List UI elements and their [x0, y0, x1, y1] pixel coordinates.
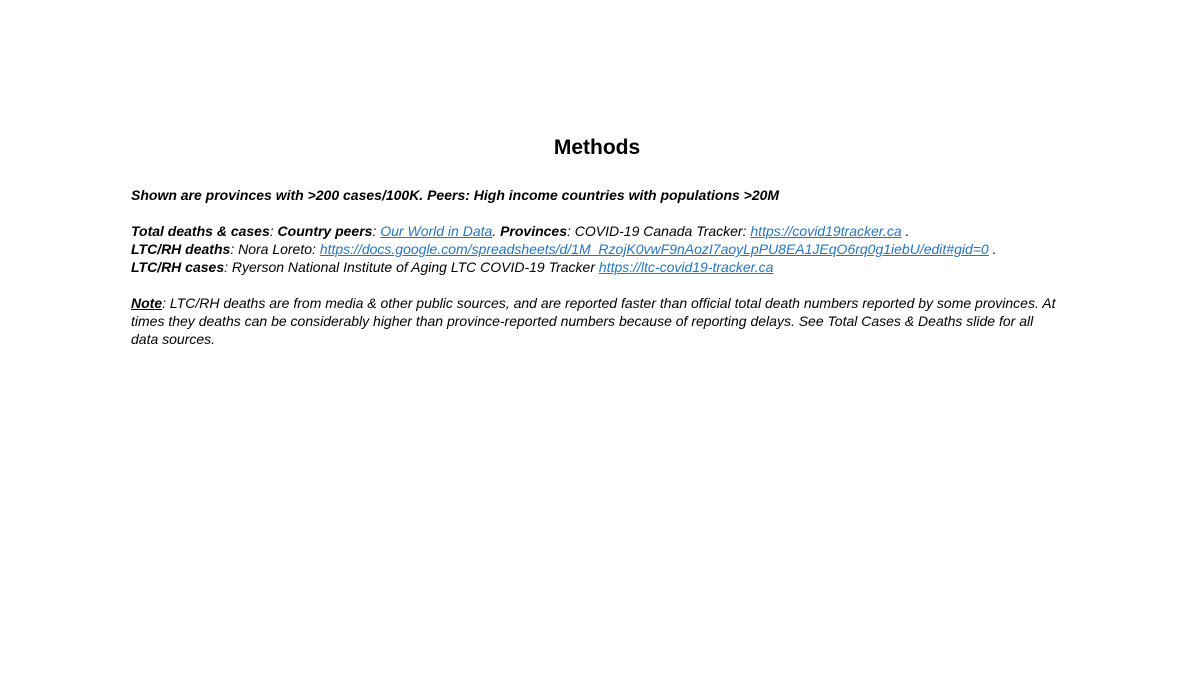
note-text: : LTC/RH deaths are from media & other public sources, and are reported faster than official total death numbers reported by some provinces. At times they deaths can be considerably higher than province-reported numbers because of reporting delays. See Total Cases & Deaths slide for all data sources. [131, 295, 1056, 347]
trailing-period: . [901, 223, 910, 239]
separator-text: : [269, 223, 278, 239]
source-label-provinces: Provinces [500, 223, 568, 239]
covid19tracker-link[interactable]: https://covid19tracker.ca [750, 223, 902, 239]
note-paragraph [131, 294, 1063, 348]
source-text-provinces: : COVID-19 Canada Tracker: [567, 223, 751, 239]
separator-text: . [492, 223, 501, 239]
source-line-ltc-rh-cases [131, 258, 1063, 276]
source-text-nora-loreto: : Nora Loreto: [230, 241, 320, 257]
google-spreadsheet-link[interactable]: https://docs.google.com/spreadsheets/d/1M_RzojK0vwF9nAozI7aoyLpPU8EA1JEqO6rq0g1iebU/edit#gid=0 [319, 241, 989, 257]
source-line-total-deaths-cases [131, 222, 1063, 240]
ltc-covid19-tracker-link[interactable]: https://ltc-covid19-tracker.ca [598, 259, 774, 275]
source-text-ryerson: : Ryerson National Institute of Aging LTC COVID-19 Tracker [224, 259, 599, 275]
our-world-in-data-link[interactable]: Our World in Data [380, 223, 493, 239]
source-label-total-deaths-cases: Total deaths & cases [131, 223, 270, 239]
separator-text: : [372, 223, 381, 239]
note-label: Note [131, 295, 163, 311]
source-label-ltc-rh-deaths: LTC/RH deaths [131, 241, 231, 257]
source-label-ltc-rh-cases: LTC/RH cases [131, 259, 225, 275]
source-line-ltc-rh-deaths [131, 240, 1063, 258]
trailing-period: . [988, 241, 997, 257]
sources-block [131, 222, 1063, 276]
methods-subtitle: Shown are provinces with >200 cases/100K. Peers: High income countries with populations >20M [131, 187, 780, 203]
slide-content [131, 136, 1063, 362]
page-title: Methods [553, 136, 641, 159]
source-label-country-peers: Country peers [277, 223, 373, 239]
